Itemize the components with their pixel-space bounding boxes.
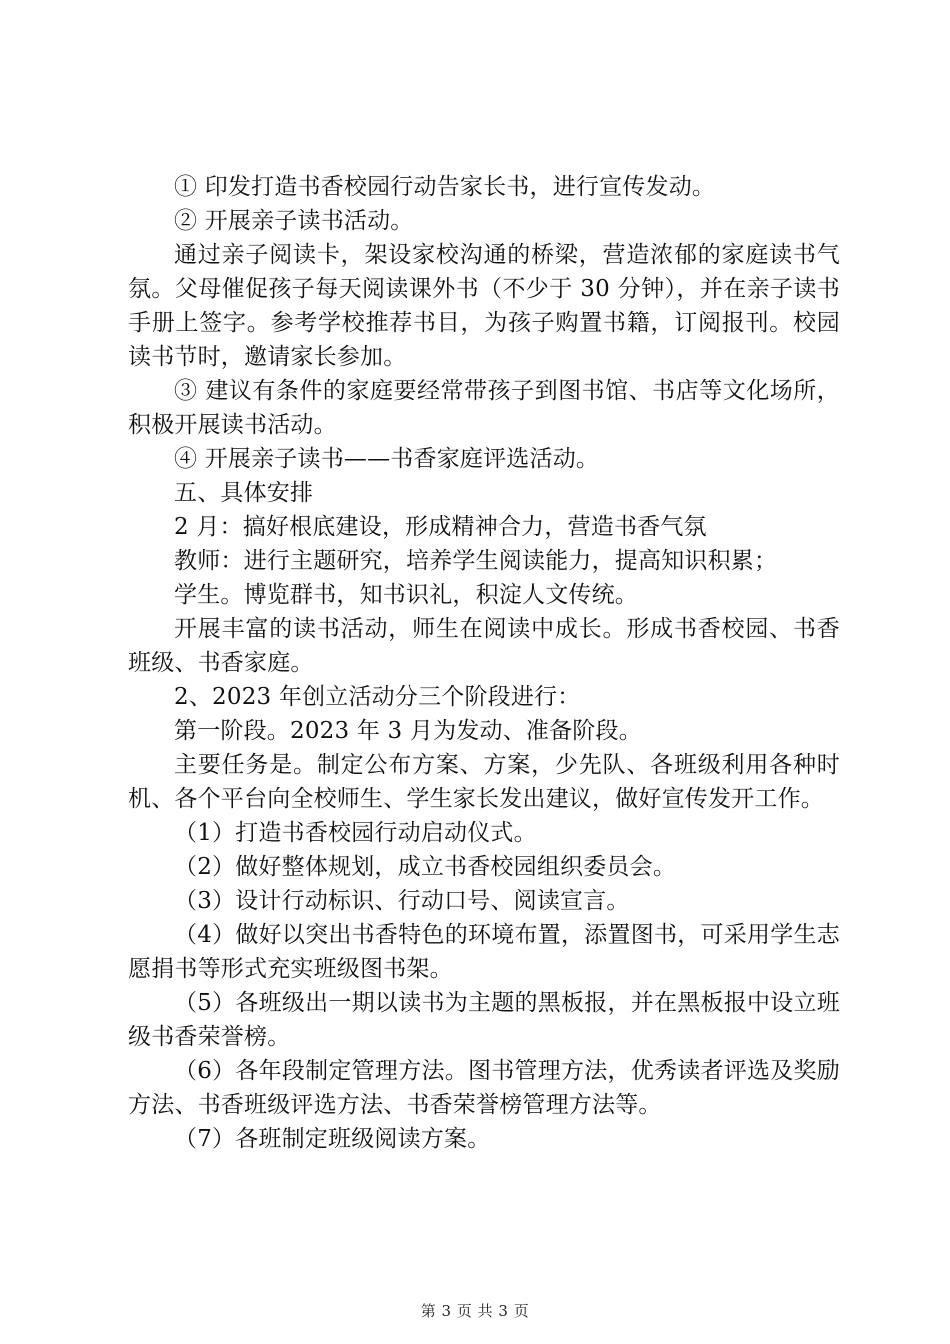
list-item: （2）做好整体规划，成立书香校园组织委员会。 xyxy=(174,854,677,880)
list-item: （7）各班制定班级阅读方案。 xyxy=(174,1126,491,1152)
paragraph: 学生。博览群书，知书识礼，积淀人文传统。 xyxy=(174,582,638,608)
page-footer: 第 3 页 共 3 页 xyxy=(420,1302,530,1320)
list-item: （3）设计行动标识、行动口号、阅读宣言。 xyxy=(174,888,630,914)
paragraph: ③ 建议有条件的家庭要经常带孩子到图书馆、书店等文化场所，积极开展读书活动。 xyxy=(128,378,840,438)
list-item: （5）各班级出一期以读书为主题的黑板报，并在黑板报中设立班级书香荣誉榜。 xyxy=(128,990,840,1050)
paragraph: ② 开展亲子读书活动。 xyxy=(174,208,414,234)
list-item: （6）各年段制定管理方法。图书管理方法，优秀读者评选及奖励方法、书香班级评选方法、书香荣誉榜管理方法等。 xyxy=(128,1058,840,1118)
list-item: （1）打造书香校园行动启动仪式。 xyxy=(174,820,537,846)
paragraph: 通过亲子阅读卡，架设家校沟通的桥梁，营造浓郁的家庭读书气氛。父母催促孩子每天阅读课外书（不少于 30 分钟），并在亲子读书手册上签字。参考学校推荐书目，为孩子购置书籍，订阅报刊。校园读书节时，邀请家长参加。 xyxy=(128,242,840,370)
paragraph: 第一阶段。2023 年 3 月为发动、准备阶段。 xyxy=(174,718,642,744)
document-body xyxy=(128,170,840,1156)
paragraph: ④ 开展亲子读书——书香家庭评选活动。 xyxy=(174,446,600,472)
section-heading: 五、具体安排 xyxy=(174,480,314,506)
paragraph: 2、2023 年创立活动分三个阶段进行： xyxy=(174,684,581,710)
paragraph: 教师：进行主题研究，培养学生阅读能力，提高知识积累； xyxy=(174,548,778,574)
paragraph: 2 月：搞好根底建设，形成精神合力，营造书香气氛 xyxy=(174,514,707,540)
paragraph: 主要任务是。制定公布方案、方案，少先队、各班级利用各种时机、各个平台向全校师生、学生家长发出建议，做好宣传发开工作。 xyxy=(128,752,840,812)
list-item: （4）做好以突出书香特色的环境布置，添置图书，可采用学生志愿捐书等形式充实班级图书架。 xyxy=(128,922,840,982)
paragraph: ① 印发打造书香校园行动告家长书，进行宣传发动。 xyxy=(174,174,716,200)
paragraph: 开展丰富的读书活动，师生在阅读中成长。形成书香校园、书香班级、书香家庭。 xyxy=(128,616,840,676)
